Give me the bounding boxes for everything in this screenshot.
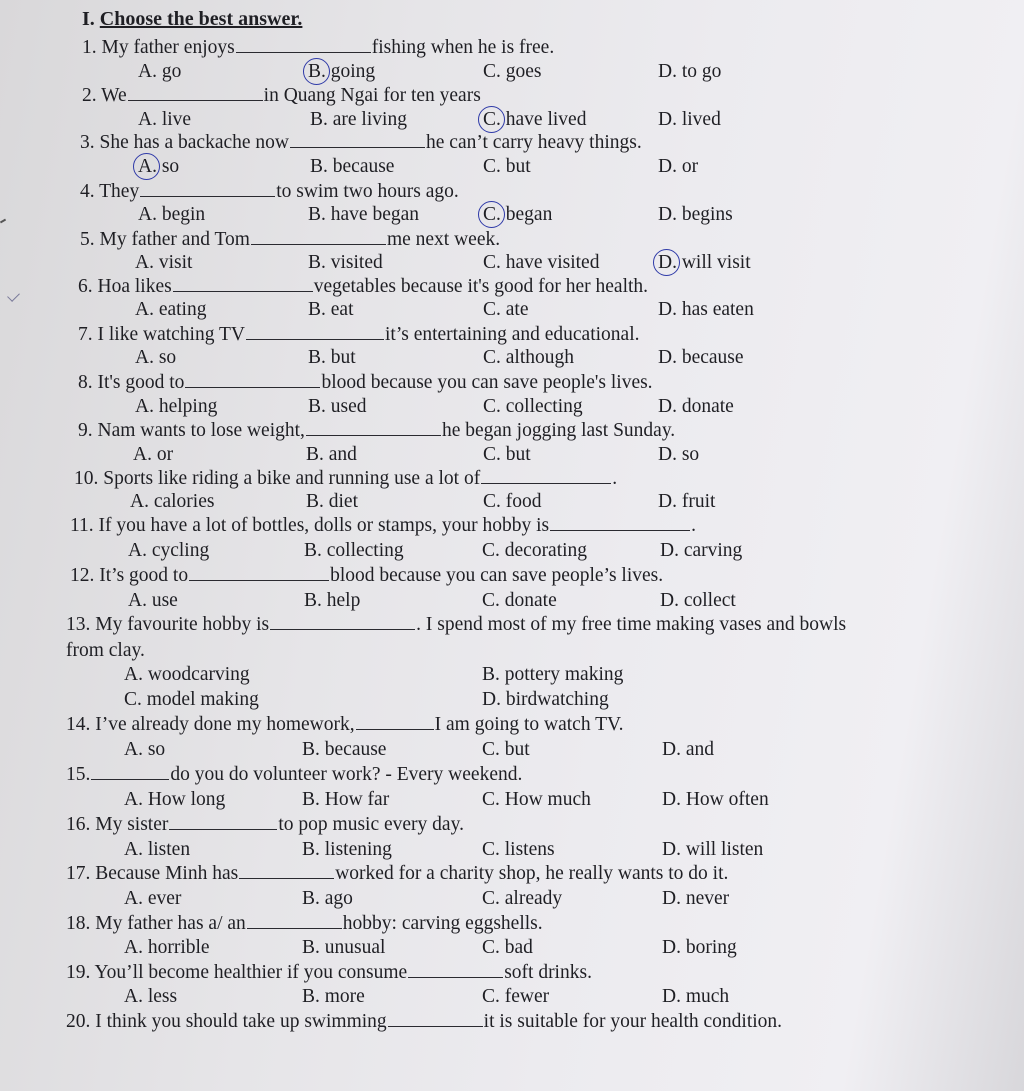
option-text: have lived	[500, 109, 587, 130]
question-9	[78, 419, 675, 443]
question-stem-end: hobby: carving eggshells.	[342, 913, 543, 934]
option-b[interactable]: B. more	[302, 986, 365, 1007]
option-d[interactable]: D. lived	[658, 109, 721, 130]
answer-blank[interactable]	[247, 912, 342, 929]
question-8	[78, 371, 653, 395]
option-d[interactable]: D. boring	[662, 937, 737, 958]
option-d[interactable]: D. much	[662, 986, 730, 1007]
question-stem-end: worked for a charity shop, he really wants to do it.	[335, 863, 729, 884]
option-d[interactable]: D. because	[658, 347, 744, 368]
answer-blank[interactable]	[290, 131, 425, 148]
question-stem-end: blood because you can save people’s lives.	[330, 565, 664, 586]
option-c[interactable]: C. donate	[482, 590, 557, 611]
option-a[interactable]: A. cycling	[128, 540, 210, 561]
question-stem-end: .	[691, 515, 697, 536]
option-a[interactable]: A. listen	[124, 839, 191, 860]
question-16	[66, 813, 464, 837]
question-stem-end: fishing when he is free.	[371, 37, 555, 58]
question-stem-start: 13. My favourite hobby is	[66, 614, 270, 635]
option-c[interactable]: C. collecting	[483, 396, 583, 417]
question-stem-end: to swim two hours ago.	[276, 181, 459, 202]
option-b[interactable]: B. help	[304, 590, 361, 611]
option-b[interactable]: B. ago	[302, 888, 353, 909]
question-5	[80, 228, 500, 252]
option-b[interactable]: B. How far	[302, 789, 390, 810]
circled-answer-mark: A.	[138, 156, 157, 177]
answer-blank[interactable]	[239, 862, 334, 879]
question-10	[74, 467, 617, 491]
answer-blank[interactable]	[246, 323, 384, 340]
option-d[interactable]: D. carving	[660, 540, 743, 561]
question-stem-start: 9. Nam wants to lose weight,	[78, 420, 305, 441]
option-c[interactable]: C. but	[483, 156, 531, 177]
option-text: will visit	[676, 252, 751, 273]
question-stem-start: 10. Sports like riding a bike and running use a lot of	[74, 468, 481, 489]
question-stem-start: 8. It's good to	[78, 372, 185, 393]
option-a[interactable]: A. horrible	[124, 937, 210, 958]
option-a[interactable]: A. eating	[135, 299, 207, 320]
question-stem-end: in Quang Ngai for ten years	[263, 85, 481, 106]
question-stem-start: 3. She has a backache now	[80, 132, 290, 153]
option-d[interactable]: D. begins	[658, 204, 733, 225]
question-stem-end: he began jogging last Sunday.	[441, 420, 676, 441]
question-stem-end: do you do volunteer work? - Every weekend.	[170, 764, 523, 785]
answer-blank[interactable]	[91, 763, 169, 780]
option-a[interactable]: A. ever	[124, 888, 182, 909]
answer-blank[interactable]	[140, 180, 275, 197]
question-3	[80, 131, 642, 155]
option-c[interactable]: C. but	[482, 739, 530, 760]
question-stem-start: 6. Hoa likes	[78, 276, 172, 297]
question-2	[82, 84, 481, 108]
option-a[interactable]: A. so	[124, 739, 166, 760]
answer-blank[interactable]	[189, 564, 329, 581]
option-b[interactable]: B. used	[308, 396, 367, 417]
option-d[interactable]: D. has eaten	[658, 299, 754, 320]
page-edge-mark	[0, 219, 6, 224]
option-a[interactable]: A. begin	[138, 204, 206, 225]
question-19	[66, 961, 592, 985]
question-stem-start: 17. Because Minh has	[66, 863, 239, 884]
answer-blank[interactable]	[356, 713, 434, 730]
question-stem-end: he can’t carry heavy things.	[426, 132, 642, 153]
option-d[interactable]: D. birdwatching	[482, 689, 609, 710]
question-13	[66, 613, 846, 637]
option-b[interactable]: B. listening	[302, 839, 392, 860]
option-c[interactable]: C. food	[483, 491, 542, 512]
heading-number: I.	[82, 8, 100, 30]
option-c[interactable]: C. although	[483, 347, 574, 368]
question-stem-start: 7. I like watching TV	[78, 324, 245, 345]
question-stem-end: me next week.	[386, 229, 501, 250]
question-stem-start: 18. My father has a/ an	[66, 913, 246, 934]
option-text: began	[500, 204, 553, 225]
pencil-tick-mark	[7, 289, 20, 302]
option-a[interactable]: A. woodcarving	[124, 664, 250, 685]
circled-answer-mark: C.	[483, 109, 501, 130]
question-continuation: from clay.	[66, 640, 145, 661]
option-a[interactable]: A. go	[138, 61, 182, 82]
option-c[interactable]: C. model making	[124, 689, 259, 710]
option-b[interactable]: B. eat	[308, 299, 354, 320]
option-b[interactable]: B. unusual	[302, 937, 386, 958]
option-d[interactable]: D. so	[658, 444, 700, 465]
answer-blank[interactable]	[408, 961, 503, 978]
question-stem-end: it is suitable for your health condition.	[483, 1011, 783, 1032]
answer-blank[interactable]	[185, 371, 320, 388]
question-stem-start: 5. My father and Tom	[80, 229, 250, 250]
question-stem-start: 15.	[66, 764, 91, 785]
question-stem-start: 20. I think you should take up swimming	[66, 1011, 387, 1032]
question-6	[78, 275, 648, 299]
answer-blank[interactable]	[270, 613, 415, 630]
question-11	[70, 514, 696, 538]
answer-blank[interactable]	[550, 514, 690, 531]
option-c[interactable]: C. listens	[482, 839, 555, 860]
option-c[interactable]: C. goes	[483, 61, 542, 82]
option-d[interactable]	[658, 251, 751, 275]
option-text: so	[156, 156, 180, 177]
question-15	[66, 763, 522, 787]
circled-answer-mark: D.	[658, 252, 677, 273]
question-stem-end: .	[612, 468, 618, 489]
question-stem-start: 16. My sister	[66, 814, 169, 835]
option-c[interactable]: C. bad	[482, 937, 533, 958]
option-b[interactable]: B. because	[302, 739, 387, 760]
option-d[interactable]: D. How often	[662, 789, 769, 810]
option-c[interactable]: C. have visited	[483, 252, 600, 273]
question-stem-end: I am going to watch TV.	[434, 714, 624, 735]
option-b[interactable]: B. and	[306, 444, 357, 465]
question-18	[66, 912, 543, 936]
option-a[interactable]: A. so	[135, 347, 177, 368]
circled-answer-mark: C.	[483, 204, 501, 225]
question-7	[78, 323, 639, 347]
option-d[interactable]: D. and	[662, 739, 714, 760]
answer-blank[interactable]	[169, 813, 277, 830]
option-text: going	[325, 61, 376, 82]
option-c[interactable]: C. ate	[483, 299, 529, 320]
option-c[interactable]: C. fewer	[482, 986, 550, 1007]
option-a[interactable]: A. or	[133, 444, 174, 465]
option-b[interactable]: B. because	[310, 156, 395, 177]
question-stem-end: vegetables because it's good for her health.	[313, 276, 649, 297]
option-a[interactable]: A. calories	[130, 491, 215, 512]
option-c[interactable]: C. but	[483, 444, 531, 465]
option-d[interactable]: D. fruit	[658, 491, 716, 512]
option-a[interactable]: A. use	[128, 590, 178, 611]
option-b[interactable]	[308, 60, 375, 84]
option-a[interactable]: A. How long	[124, 789, 226, 810]
question-stem-end: blood because you can save people's lives.	[321, 372, 653, 393]
question-stem-start: 11. If you have a lot of bottles, dolls or stamps, your hobby is	[70, 515, 550, 536]
question-stem-end: . I spend most of my free time making vases and bowls	[416, 614, 847, 635]
question-stem-end: to pop music every day.	[278, 814, 464, 835]
answer-blank[interactable]	[388, 1010, 483, 1027]
circled-answer-mark: B.	[308, 61, 326, 82]
option-b[interactable]: B. have began	[308, 204, 420, 225]
option-b[interactable]: B. diet	[306, 491, 358, 512]
option-d[interactable]: D. to go	[658, 61, 722, 82]
question-17	[66, 862, 728, 886]
option-b[interactable]: B. visited	[308, 252, 383, 273]
option-b[interactable]: B. but	[308, 347, 356, 368]
option-a[interactable]: A. visit	[135, 252, 193, 273]
option-a[interactable]	[138, 155, 179, 179]
option-d[interactable]: D. never	[662, 888, 730, 909]
option-a[interactable]: A. helping	[135, 396, 218, 417]
question-stem-end: soft drinks.	[504, 962, 592, 983]
question-14	[66, 713, 623, 737]
option-c[interactable]: C. already	[482, 888, 563, 909]
question-stem-start: 14. I’ve already done my homework,	[66, 714, 355, 735]
question-20	[66, 1010, 782, 1034]
heading-title: Choose the best answer.	[99, 8, 303, 30]
question-1	[82, 36, 554, 60]
option-c[interactable]	[483, 203, 552, 227]
question-stem-start: 12. It’s good to	[70, 565, 189, 586]
answer-blank[interactable]	[251, 228, 386, 245]
option-a[interactable]: A. less	[124, 986, 178, 1007]
option-b[interactable]: B. are living	[310, 109, 407, 130]
option-c[interactable]	[483, 108, 586, 132]
option-d[interactable]: D. will listen	[662, 839, 764, 860]
option-b[interactable]: B. collecting	[304, 540, 404, 561]
answer-blank[interactable]	[128, 84, 263, 101]
question-12	[70, 564, 663, 588]
option-d[interactable]: D. donate	[658, 396, 734, 417]
option-c[interactable]: C. How much	[482, 789, 591, 810]
question-stem-start: 4. They	[80, 181, 140, 202]
section-heading	[82, 8, 302, 31]
option-a[interactable]: A. live	[138, 109, 192, 130]
option-d[interactable]: D. collect	[660, 590, 736, 611]
answer-blank[interactable]	[306, 419, 441, 436]
question-stem-start: 19. You’ll become healthier if you consume	[66, 962, 408, 983]
question-stem-end: it’s entertaining and educational.	[384, 324, 640, 345]
answer-blank[interactable]	[173, 275, 313, 292]
question-stem-start: 2. We	[82, 85, 127, 106]
answer-blank[interactable]	[481, 467, 611, 484]
option-d[interactable]: D. or	[658, 156, 699, 177]
question-4	[80, 180, 459, 204]
answer-blank[interactable]	[236, 36, 371, 53]
option-b[interactable]: B. pottery making	[482, 664, 624, 685]
option-c[interactable]: C. decorating	[482, 540, 588, 561]
question-stem-start: 1. My father enjoys	[82, 37, 235, 58]
